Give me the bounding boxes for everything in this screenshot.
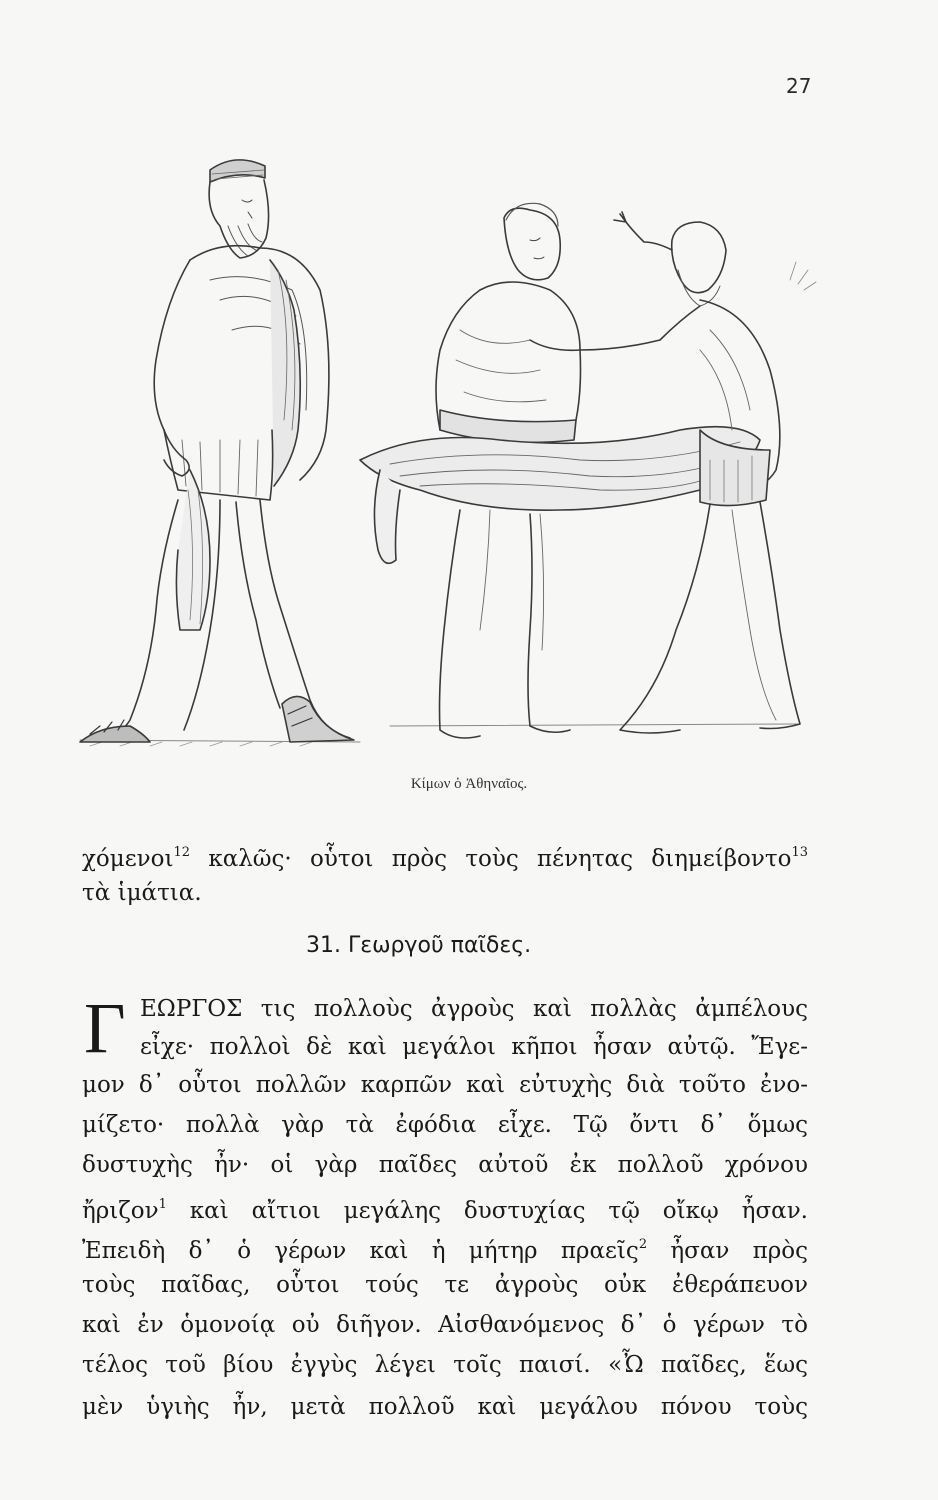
story-line-7: Ἐπειδὴ δ᾽ ὁ γέρων καὶ ἡ μήτηρ πραεῖς$^2$ ἦσαν πρὸς (82, 1237, 809, 1264)
story-line-2: εἶχε· πολλοὶ δὲ καὶ μεγάλοι κῆποι ἦσαν αὐτῷ. Ἔγε- (140, 1034, 808, 1060)
story-line-3: μον δ᾽ οὗτοι πολλῶν καρπῶν καὶ εὐτυχὴς διὰ τοῦτο ἐνο- (82, 1072, 808, 1098)
drop-cap: Γ (84, 988, 126, 1068)
story-line-11: μὲν ὑγιὴς ἦν, μετὰ πολλοῦ καὶ μεγάλου πόνου τοὺς (82, 1394, 808, 1420)
footnote-ref-13: 13 (791, 845, 808, 860)
footnote-ref-12: 12 (173, 845, 191, 860)
story-line-10: τέλος τοῦ βίου ἐγγὺς λέγει τοῖς παισί. «Ὦ παῖδες, ἕως (82, 1352, 808, 1378)
page-number: 27 (786, 74, 812, 98)
story-line-6: ἤριζον$^1$ καὶ αἴτιοι μεγάλης δυστυχίας τῷ οἴκῳ ἦσαν. (82, 1197, 808, 1224)
illustration-caption: Κίμων ὁ Ἀθηναῖος. (410, 776, 528, 792)
footnote-ref-1: 1 (158, 1197, 167, 1212)
carryover-line-1: χόμενοι$^{12}$ καλῶς· οὗτοι πρὸς τοὺς πένητας διημείβοντο$^{13}$ (82, 845, 808, 872)
figure-left (80, 160, 354, 742)
story-line-9: καὶ ἐν ὁμονοίᾳ οὐ διῆγον. Αἰσθανόμενος δ᾽ ὁ γέρων τὸ (82, 1312, 808, 1338)
illustration-kimon (60, 130, 860, 770)
story-line-4: μίζετο· πολλὰ γὰρ τὰ ἐφόδια εἶχε. Τῷ ὄντι δ᾽ ὅμως (82, 1112, 808, 1138)
story-line-1: ΕΩΡΓΟΣ τις πολλοὺς ἀγροὺς καὶ πολλὰς ἀμπέλους (140, 996, 808, 1022)
story-line-5: δυστυχὴς ἦν· οἱ γὰρ παῖδες αὐτοῦ ἐκ πολλοῦ χρόνου (82, 1152, 808, 1178)
section-heading: 31. Γεωργοῦ παῖδες. (306, 933, 532, 958)
story-line-8: τοὺς παῖδας, οὗτοι τούς τε ἀγροὺς οὐκ ἐθεράπευον (82, 1272, 808, 1298)
carryover-line-2: τὰ ἱμάτια. (82, 880, 202, 906)
footnote-ref-2: 2 (638, 1237, 648, 1252)
